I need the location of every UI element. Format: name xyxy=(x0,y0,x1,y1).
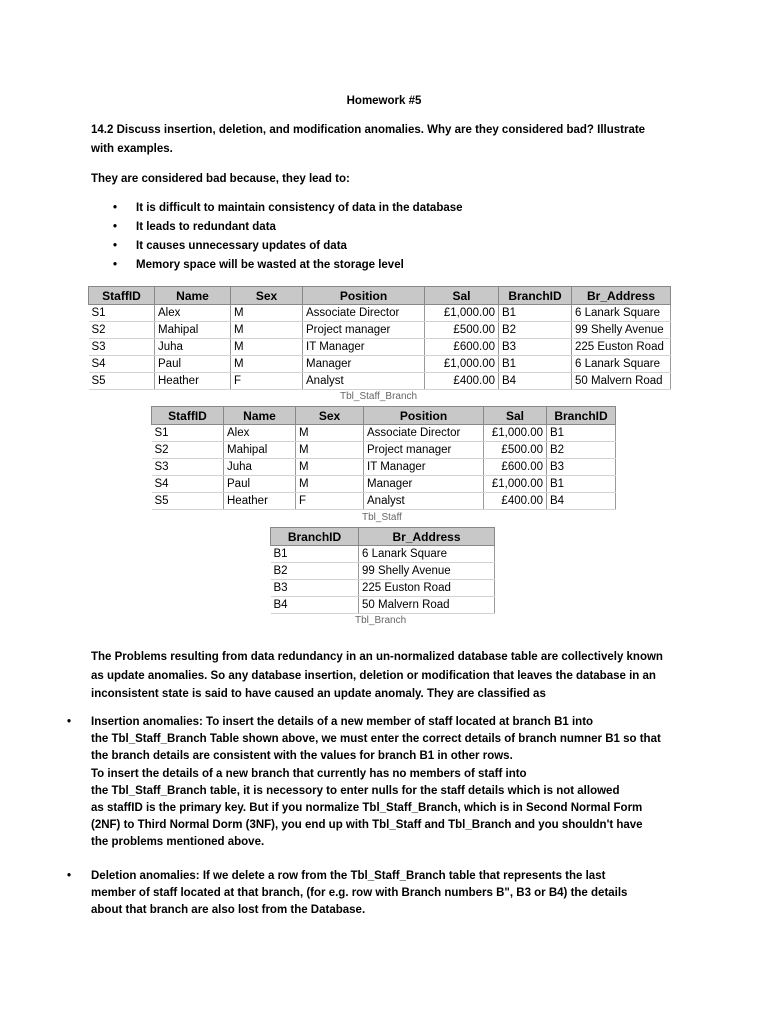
table-cell: £400.00 xyxy=(484,493,547,510)
column-header: BranchID xyxy=(271,528,359,546)
deletion-anomalies-section xyxy=(67,868,691,920)
table-cell: S3 xyxy=(152,459,224,476)
question-line-2: with examples. xyxy=(91,143,173,155)
column-header: StaffID xyxy=(89,287,155,305)
table-cell: £500.00 xyxy=(484,442,547,459)
bullet-item xyxy=(113,218,276,237)
column-header: Sal xyxy=(425,287,499,305)
table-row xyxy=(152,476,616,493)
table-cell: B1 xyxy=(499,356,572,373)
table-cell: Alex xyxy=(155,305,231,322)
table-cell: £400.00 xyxy=(425,373,499,390)
paragraph-line: inconsistent state is said to have caused an update anomaly. They are classified as xyxy=(91,688,546,700)
table-cell: Heather xyxy=(155,373,231,390)
section-line: as staffID is the primary key. But if you normalize Tbl_Staff_Branch, which is in Second Normal Form xyxy=(91,802,643,815)
table-cell: Alex xyxy=(224,425,296,442)
table-cell: Associate Director xyxy=(303,305,425,322)
table-row xyxy=(89,356,671,373)
table-cell: Project manager xyxy=(303,322,425,339)
table-cell: B2 xyxy=(499,322,572,339)
section-line: about that branch are also lost from the Database. xyxy=(91,904,366,917)
table-cell: M xyxy=(296,459,364,476)
table-cell: M xyxy=(231,339,303,356)
table-cell: B2 xyxy=(271,563,359,580)
table-cell: S2 xyxy=(89,322,155,339)
table-row xyxy=(89,373,671,390)
table-cell: £1,000.00 xyxy=(425,356,499,373)
table-cell: S1 xyxy=(152,425,224,442)
column-header: Sex xyxy=(231,287,303,305)
table-cell: IT Manager xyxy=(303,339,425,356)
table-cell: Manager xyxy=(364,476,484,493)
bullet-text: It is difficult to maintain consistency of data in the database xyxy=(136,202,463,214)
table-cell: S5 xyxy=(89,373,155,390)
table-caption: Tbl_Staff_Branch xyxy=(340,391,418,402)
table-cell: 99 Shelly Avenue xyxy=(359,563,495,580)
column-header: Name xyxy=(155,287,231,305)
column-header: Name xyxy=(224,407,296,425)
table-cell: 6 Lanark Square xyxy=(572,305,671,322)
staff-branch-table xyxy=(88,286,671,390)
table-cell: £600.00 xyxy=(425,339,499,356)
table-cell: Mahipal xyxy=(155,322,231,339)
column-header: BranchID xyxy=(547,407,616,425)
table-cell: Project manager xyxy=(364,442,484,459)
table-cell: M xyxy=(296,476,364,493)
table-cell: B3 xyxy=(499,339,572,356)
table-cell: S5 xyxy=(152,493,224,510)
bullet-text: Memory space will be wasted at the storage level xyxy=(136,259,404,271)
table-cell: Heather xyxy=(224,493,296,510)
column-header: Br_Address xyxy=(359,528,495,546)
table-cell: S1 xyxy=(89,305,155,322)
bullet-icon: • xyxy=(113,240,118,252)
table-cell: B4 xyxy=(547,493,616,510)
section-line: Insertion anomalies: To insert the details of a new member of staff located at branch B1 into xyxy=(91,716,594,728)
table-row xyxy=(89,339,671,356)
bullet-text: It causes unnecessary updates of data xyxy=(136,240,347,252)
section-line: the Tbl_Staff_Branch table, it is necessory to enter nulls for the staff details which is not allowed xyxy=(91,784,620,797)
table-cell: F xyxy=(231,373,303,390)
table-cell: IT Manager xyxy=(364,459,484,476)
table-row xyxy=(152,442,616,459)
table-cell: 225 Euston Road xyxy=(572,339,671,356)
staff-table xyxy=(151,406,616,510)
table-cell: Juha xyxy=(155,339,231,356)
table-cell: 225 Euston Road xyxy=(359,580,495,597)
table-cell: B3 xyxy=(271,580,359,597)
bullet-item xyxy=(113,237,347,256)
anomaly-paragraph xyxy=(91,648,663,704)
table-row xyxy=(89,322,671,339)
table-cell: £1,000.00 xyxy=(484,425,547,442)
column-header: Br_Address xyxy=(572,287,671,305)
table-cell: Mahipal xyxy=(224,442,296,459)
table-cell: £1,000.00 xyxy=(484,476,547,493)
table-cell: B1 xyxy=(271,546,359,563)
table-cell: B3 xyxy=(547,459,616,476)
table-cell: Analyst xyxy=(303,373,425,390)
bullet-text: It leads to redundant data xyxy=(136,221,276,233)
column-header: Sex xyxy=(296,407,364,425)
table-cell: Manager xyxy=(303,356,425,373)
table-cell: S4 xyxy=(89,356,155,373)
column-header: Sal xyxy=(484,407,547,425)
bullet-icon: • xyxy=(67,716,72,728)
section-line: member of staff located at that branch, (for e.g. row with Branch numbers B", B3 or B4) the details xyxy=(91,887,628,900)
table-cell: M xyxy=(296,442,364,459)
table-cell: Analyst xyxy=(364,493,484,510)
table-row xyxy=(89,305,671,322)
table-row xyxy=(271,546,495,563)
section-line: the branch details are consistent with the values for branch B1 in other rows. xyxy=(91,750,513,763)
table-cell: £500.00 xyxy=(425,322,499,339)
table-cell: B1 xyxy=(547,476,616,493)
table-cell: 50 Malvern Road xyxy=(572,373,671,390)
column-header: BranchID xyxy=(499,287,572,305)
bullet-icon: • xyxy=(113,221,118,233)
section-line: the problems mentioned above. xyxy=(91,836,265,849)
bullet-icon: • xyxy=(113,259,118,271)
table-cell: Paul xyxy=(224,476,296,493)
table-cell: S4 xyxy=(152,476,224,493)
branch-table xyxy=(270,527,495,614)
section-line: To insert the details of a new branch that currently has no members of staff into xyxy=(91,767,527,780)
table-cell: B2 xyxy=(547,442,616,459)
table-cell: S3 xyxy=(89,339,155,356)
paragraph-line: The Problems resulting from data redundancy in an un-normalized database table are collectively known xyxy=(91,651,663,663)
table-row xyxy=(271,563,495,580)
table-cell: B4 xyxy=(271,597,359,614)
table-cell: B1 xyxy=(547,425,616,442)
table-row xyxy=(271,580,495,597)
table-row xyxy=(271,597,495,614)
table-cell: 50 Malvern Road xyxy=(359,597,495,614)
table-cell: Paul xyxy=(155,356,231,373)
question-number: 14.2 xyxy=(91,124,114,136)
table-caption: Tbl_Branch xyxy=(355,615,407,626)
table-cell: Associate Director xyxy=(364,425,484,442)
question-text-1: Discuss insertion, deletion, and modification anomalies. Why are they considered bad? Illustrate xyxy=(116,124,646,136)
table-cell: Juha xyxy=(224,459,296,476)
table-cell: 6 Lanark Square xyxy=(359,546,495,563)
intro-text: They are considered bad because, they lead to: xyxy=(91,173,350,185)
table-row xyxy=(152,493,616,510)
table-cell: 99 Shelly Avenue xyxy=(572,322,671,339)
table-cell: M xyxy=(231,356,303,373)
insertion-anomalies-section xyxy=(67,714,691,852)
section-line: Deletion anomalies: If we delete a row from the Tbl_Staff_Branch table that represents the last xyxy=(91,870,606,882)
section-line: (2NF) to Third Normal Dorm (3NF), you end up with Tbl_Staff and Tbl_Branch and you shouldn't have xyxy=(91,819,643,832)
table-cell: M xyxy=(296,425,364,442)
table-caption: Tbl_Staff xyxy=(362,512,402,523)
paragraph-line: as update anomalies. So any database insertion, deletion or modification that leaves the database in an xyxy=(91,669,656,682)
page-title: Homework #5 xyxy=(346,95,422,107)
column-header: StaffID xyxy=(152,407,224,425)
bullet-item xyxy=(113,256,404,275)
table-row xyxy=(152,459,616,476)
table-cell: £1,000.00 xyxy=(425,305,499,322)
bullet-icon: • xyxy=(67,870,72,882)
table-cell: £600.00 xyxy=(484,459,547,476)
question-line-1 xyxy=(91,121,645,139)
table-cell: 6 Lanark Square xyxy=(572,356,671,373)
table-cell: M xyxy=(231,305,303,322)
table-cell: S2 xyxy=(152,442,224,459)
bullet-icon: • xyxy=(113,202,118,214)
table-cell: M xyxy=(231,322,303,339)
column-header: Position xyxy=(303,287,425,305)
table-cell: B4 xyxy=(499,373,572,390)
section-line: the Tbl_Staff_Branch Table shown above, we must enter the correct details of branch numner B1 so that xyxy=(91,733,661,746)
table-cell: F xyxy=(296,493,364,510)
column-header: Position xyxy=(364,407,484,425)
bullet-item xyxy=(113,199,463,218)
table-cell: B1 xyxy=(499,305,572,322)
table-row xyxy=(152,425,616,442)
